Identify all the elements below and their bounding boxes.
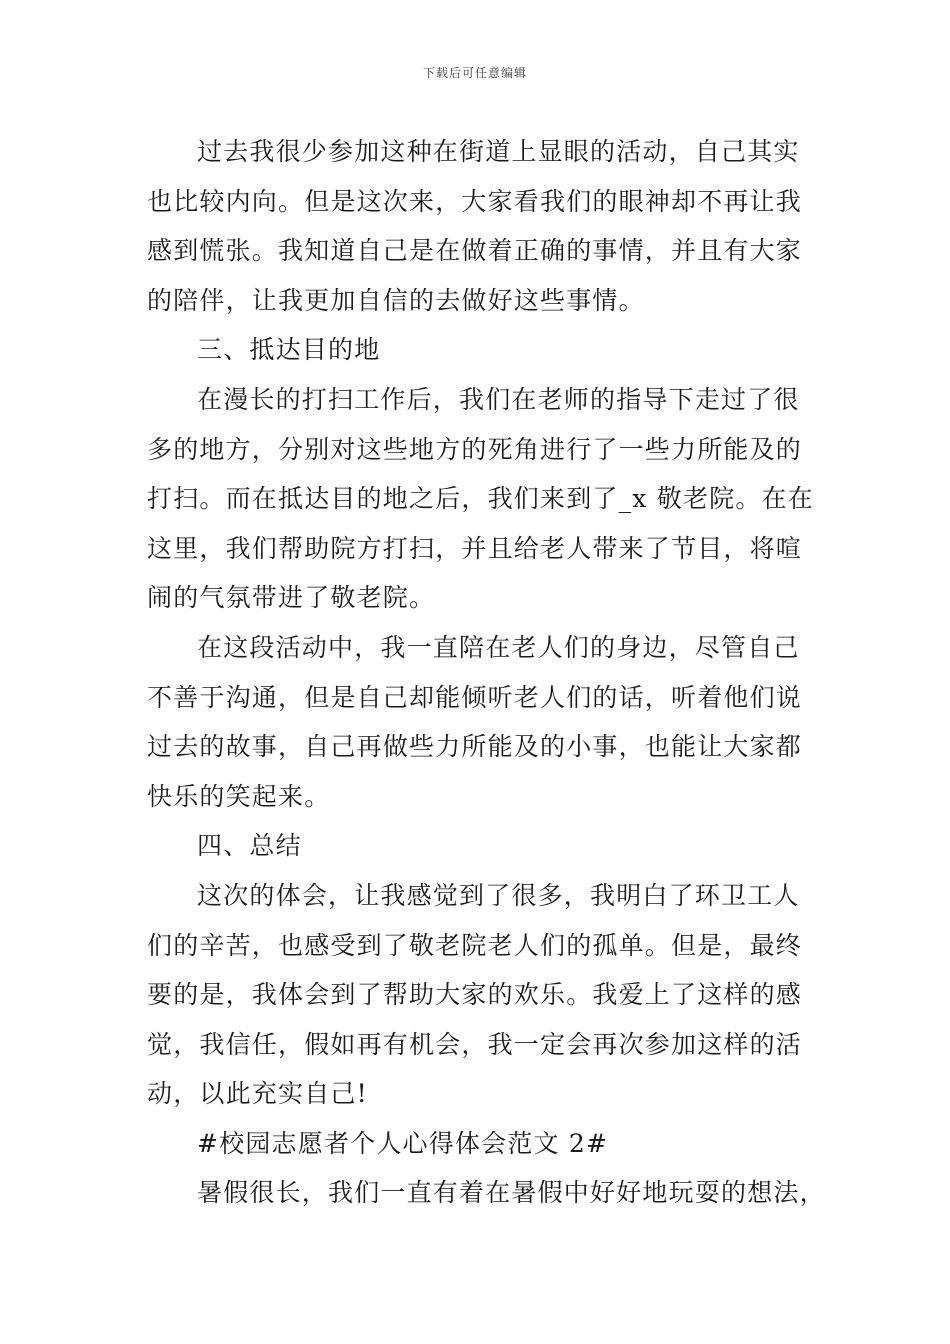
text-line: 在漫长的打扫工作后，我们在老师的指导下走过了很	[197, 384, 800, 414]
text-line: 们的辛苦，也感受到了敬老院老人们的孤单。但是，最终	[147, 930, 803, 960]
text-line: 暑假很长，我们一直有着在暑假中好好地玩耍的想法，	[197, 1178, 826, 1208]
text-line: 过去我很少参加这种在街道上显眼的活动，自己其实	[197, 137, 800, 166]
document-body	[147, 127, 826, 1218]
text-line: 的陪伴，让我更加自信的去做好这些事情。	[147, 285, 645, 315]
text-line: 快乐的笑起来。	[147, 781, 331, 811]
text-line: 这次的体会，让我感觉到了很多，我明白了环卫工人	[197, 880, 800, 910]
text-line: 感到慌张。我知道自己是在做着正确的事情，并且有大家	[147, 236, 803, 266]
text-line: 动，以此充实自己!	[147, 1079, 368, 1109]
text-line: 过去的故事，自己再做些力所能及的小事，也能让大家都	[147, 732, 803, 762]
text-line: 在这段活动中，我一直陪在老人们的身边，尽管自己	[197, 632, 800, 662]
text-line: 打扫。而在抵达目的地之后，我们来到了_x 敬老院。在在	[147, 484, 814, 514]
text-line: 要的是，我体会到了帮助大家的欢乐。我爱上了这样的感	[147, 980, 803, 1010]
text-line: 三、抵达目的地	[197, 335, 381, 365]
page-header: 下载后可任意编辑	[422, 66, 527, 80]
text-line: 也比较内向。但是这次来，大家看我们的眼神却不再让我	[147, 186, 803, 216]
text-line: #校园志愿者个人心得体会范文 2#	[197, 1128, 609, 1158]
text-line: 多的地方，分别对这些地方的死角进行了一些力所能及的	[147, 434, 803, 464]
text-line: 这里，我们帮助院方打扫，并且给老人带来了节目，将喧	[147, 533, 803, 563]
text-line: 四、总结	[197, 831, 302, 861]
text-line: 觉，我信任，假如再有机会，我一定会再次参加这样的活	[147, 1029, 803, 1059]
text-line: 不善于沟通，但是自己却能倾听老人们的话，听着他们说	[147, 682, 803, 712]
text-line: 闹的气氛带进了敬老院。	[147, 583, 436, 613]
